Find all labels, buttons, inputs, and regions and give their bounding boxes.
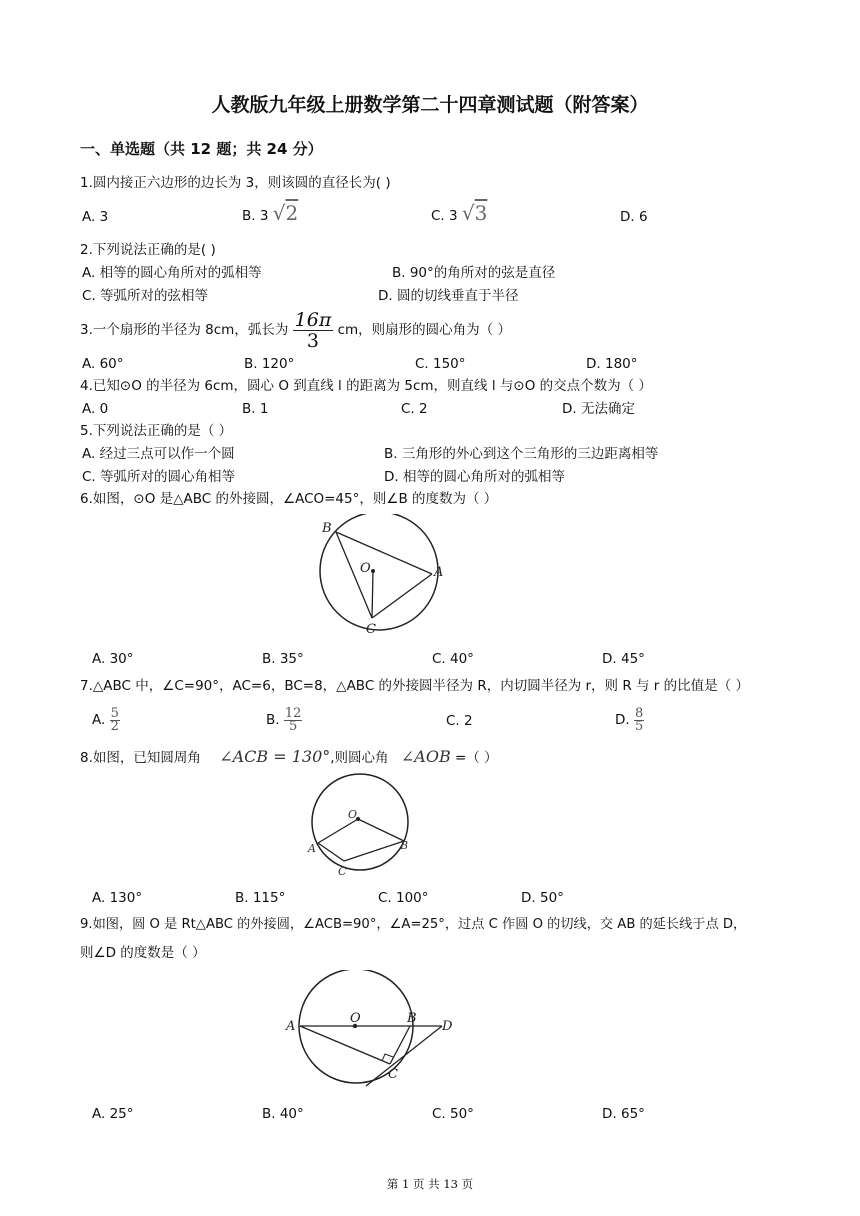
q7-option-c[interactable]: C. 2 (446, 713, 473, 729)
q1-option-b-radicand: 2 (285, 201, 299, 225)
label-a: A (308, 842, 316, 855)
fraction-numerator: 8 (634, 705, 644, 721)
sqrt-symbol: √3 (461, 201, 488, 225)
q1-option-c-label: C. 3 (431, 208, 458, 224)
q7-option-a[interactable] (92, 703, 120, 737)
fraction-denominator: 5 (634, 718, 644, 734)
question-8-stem (80, 746, 498, 769)
question-9-stem-line1: 9.如图，圆 O 是 Rt△ABC 的外接圆，∠ACB=90°，∠A=25°，过点 C 作圆 O 的切线，交 AB 的延长线于点 D， (80, 917, 747, 932)
q3-stem-pre: 3.一个扇形的半径为 8cm，弧长为 (80, 322, 289, 338)
fraction-denominator: 2 (110, 718, 119, 734)
q3-option-a[interactable]: A. 60° (82, 356, 124, 372)
question-5-stem: 5.下列说法正确的是（ ） (80, 423, 233, 439)
q4-option-a[interactable]: A. 0 (82, 401, 109, 417)
tangent-line (366, 1026, 442, 1086)
q7-option-b-label: B. (266, 712, 280, 728)
q9-circle-figure (282, 970, 462, 1090)
q1-option-c[interactable] (431, 201, 488, 225)
q2-option-c[interactable]: C. 等弧所对的弦相等 (82, 288, 209, 304)
q3-stem-post: cm，则扇形的圆心角为（ ） (337, 322, 511, 338)
q8-option-d[interactable]: D. 50° (521, 890, 564, 906)
page-title: 人教版九年级上册数学第二十四章测试题（附答案） (211, 94, 649, 116)
label-c: C (388, 1067, 398, 1082)
q9-option-c[interactable]: C. 50° (432, 1106, 474, 1122)
right-angle-mark (382, 1054, 393, 1061)
label-c: C (366, 622, 376, 637)
label-o: O (348, 808, 358, 821)
segment-ob (358, 819, 404, 841)
q7-option-d-label: D. (615, 712, 630, 728)
section-heading: 一、单选题（共 12 题；共 24 分） (80, 140, 323, 158)
q1-option-c-radicand: 3 (474, 201, 488, 225)
q3-option-b[interactable]: B. 120° (244, 356, 295, 372)
segment-oa (318, 819, 358, 843)
center-point (371, 569, 375, 573)
label-b: B (322, 521, 332, 536)
q5-option-c[interactable]: C. 等弧所对的圆心角相等 (82, 469, 236, 485)
question-4-stem: 4.已知⊙O 的半径为 6cm，圆心 O 到直线 l 的距离为 5cm，则直线 l 与⊙O 的交点个数为（ ） (80, 378, 652, 394)
segment-bc (390, 1026, 410, 1064)
q3-option-c[interactable]: C. 150° (415, 356, 466, 372)
q9-option-d[interactable]: D. 65° (602, 1106, 645, 1122)
label-d: D (442, 1019, 453, 1034)
label-c: C (338, 865, 347, 878)
q6-option-a[interactable]: A. 30° (92, 651, 134, 667)
q7-option-b[interactable] (266, 703, 302, 737)
q4-option-c[interactable]: C. 2 (401, 401, 428, 417)
q6-circle-figure (310, 514, 460, 640)
label-o: O (360, 561, 371, 576)
q5-option-a[interactable]: A. 经过三点可以作一个圆 (82, 446, 235, 462)
page-footer: 第 1 页 共 13 页 (386, 1177, 474, 1191)
q4-option-b[interactable]: B. 1 (242, 401, 269, 417)
q8-option-b[interactable]: B. 115° (235, 890, 286, 906)
q5-option-d[interactable]: D. 相等的圆心角所对的弧相等 (384, 469, 565, 485)
q4-option-d[interactable]: D. 无法确定 (562, 401, 635, 417)
q5-option-b[interactable]: B. 三角形的外心到这个三角形的三边距离相等 (384, 446, 659, 462)
q6-option-d[interactable]: D. 45° (602, 651, 645, 667)
q8-option-a[interactable]: A. 130° (92, 890, 143, 906)
label-a: A (434, 565, 444, 580)
q2-option-a[interactable]: A. 相等的圆心角所对的弧相等 (82, 265, 262, 281)
fraction-numerator: 12 (284, 705, 302, 721)
q6-option-b[interactable]: B. 35° (262, 651, 304, 667)
central-angle-expression: ∠AOB (400, 747, 451, 766)
q8-stem-mid: ,则圆心角 (330, 750, 389, 766)
label-b: B (407, 1011, 417, 1026)
q1-option-b[interactable] (242, 201, 299, 225)
question-1-stem: 1.圆内接正六边形的边长为 3，则该圆的直径长为( ) (80, 175, 391, 191)
q7-option-b-fraction (284, 705, 303, 734)
q8-stem-post: =（ ） (455, 750, 498, 766)
q1-option-a[interactable]: A. 3 (82, 209, 109, 225)
q6-option-c[interactable]: C. 40° (432, 651, 474, 667)
q7-option-a-fraction (110, 705, 120, 734)
sqrt-symbol: √2 (272, 201, 299, 225)
question-9-stem-line2: 则∠D 的度数是（ ） (80, 945, 206, 961)
q2-option-b[interactable]: B. 90°的角所对的弦是直径 (392, 265, 556, 281)
q7-option-d-fraction (634, 705, 644, 734)
q9-option-b[interactable]: B. 40° (262, 1106, 304, 1122)
question-3-stem (80, 308, 511, 352)
q1-option-d[interactable]: D. 6 (620, 209, 648, 225)
q7-option-d[interactable] (615, 703, 644, 737)
q2-option-d[interactable]: D. 圆的切线垂直于半径 (378, 288, 519, 304)
arc-length-fraction (293, 310, 334, 351)
q8-stem-pre: 8.如图，已知圆周角 (80, 750, 201, 766)
q3-option-d[interactable]: D. 180° (586, 356, 638, 372)
question-6-stem: 6.如图，⊙O 是△ABC 的外接圆，∠ACO=45°，则∠B 的度数为（ ） (80, 491, 498, 507)
label-a: A (286, 1019, 296, 1034)
inscribed-angle-expression: ∠ACB = 130° (219, 747, 331, 766)
label-o: O (350, 1011, 361, 1026)
fraction-denominator: 3 (306, 329, 320, 352)
q1-option-b-label: B. 3 (242, 208, 269, 224)
segment-cb (344, 841, 404, 861)
fraction-denominator: 5 (288, 718, 298, 734)
segment-ac (300, 1026, 390, 1064)
q8-option-c[interactable]: C. 100° (378, 890, 429, 906)
fraction-numerator: 5 (110, 705, 119, 721)
segment-oc (372, 571, 373, 618)
question-7-stem: 7.△ABC 中，∠C=90°，AC=6，BC=8，△ABC 的外接圆半径为 R，内切圆半径为 r，则 R 与 r 的比值是（ ） (80, 678, 749, 694)
q8-circle-figure (300, 770, 420, 880)
question-2-stem: 2.下列说法正确的是( ) (80, 242, 216, 258)
q7-option-a-label: A. (92, 712, 106, 728)
label-b: B (400, 839, 409, 852)
fraction-numerator: 16π (294, 308, 332, 331)
q9-option-a[interactable]: A. 25° (92, 1106, 134, 1122)
